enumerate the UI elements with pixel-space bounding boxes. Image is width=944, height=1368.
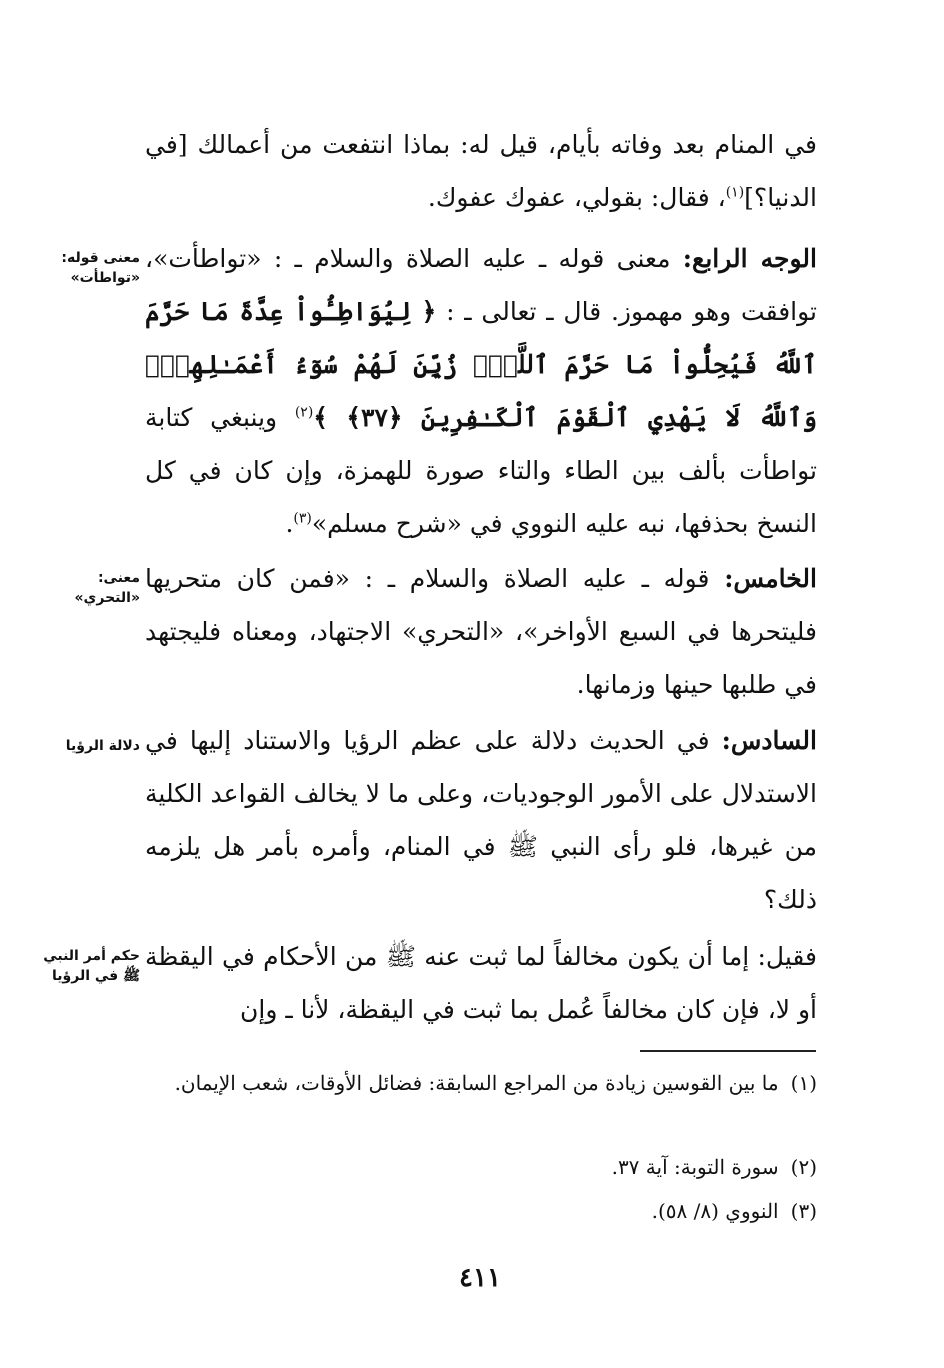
paragraph-text-part: معنى قوله ـ عليه الصلاة والسلام ـ : «تواطأت»، توافقت وهو مهموز. قال ـ تعالى ـ : <box>145 244 818 326</box>
margin-note-1: معنى قوله: «تواطأت» <box>61 250 140 286</box>
quran-verse: ﴿ لِيُوَاطِـُٔواْ عِدَّةَ مَا حَرَّمَ ٱللَّهُ فَيُحِلُّواْ مَا حَرَّمَ ٱللَّهُۚ زُيِّنَ لَهُمْ سُوٓءُ أَعْمَـٰلِهِمْۗ وَٱللَّهُ لَا يَهْدِي ٱلْقَوْمَ ٱلْكَـٰفِرِينَ ﴿٣٧﴾ ﴾ <box>145 297 817 432</box>
paragraph-text <box>145 552 817 711</box>
paragraph-3 <box>145 552 817 711</box>
footnote-3 <box>145 1194 817 1228</box>
footnote-ref: (٣) <box>293 510 312 527</box>
footnote-text: النووي (٨/ ٥٨). <box>651 1199 779 1223</box>
paragraph-2 <box>145 232 817 550</box>
margin-note-3: دلالة الرؤيا <box>65 738 140 754</box>
paragraph-text-part: ، فقال: بقولي، عفوك عفوك. <box>427 183 726 212</box>
paragraph-text-part: قوله ـ عليه الصلاة والسلام ـ : «فمن كان متحريها فليتحرها في السبع الأواخر»، «التحري» الاجتهاد، ومعناه فليجتهد في طلبها حينها وزمانها. <box>145 564 817 699</box>
section-heading: الخامس: <box>724 564 817 593</box>
margin-note-2: معنى: «التحري» <box>74 570 140 606</box>
footnote-number: (١) <box>790 1071 817 1095</box>
paragraph-text-part: في المنام بعد وفاته بأيام، قيل له: بماذا انتفعت من أعمالك [في الدنيا؟] <box>145 130 817 212</box>
paragraph-4 <box>145 714 817 926</box>
footnote-divider <box>640 1050 816 1052</box>
footnote-number: (٣) <box>790 1199 817 1223</box>
footnote-text: سورة التوبة: آية ٣٧. <box>611 1155 779 1179</box>
paragraph-text-part: . <box>285 509 294 538</box>
footnote-ref: (١) <box>725 184 745 201</box>
footnote-number: (٢) <box>790 1155 817 1179</box>
paragraph-text <box>145 118 817 224</box>
paragraph-text: فقيل: إما أن يكون مخالفاً لما ثبت عنه ﷺ من الأحكام في اليقظة أو لا، فإن كان مخالفاً عُمل بما ثبت في اليقظة، لأنا ـ وإن <box>145 942 817 1024</box>
paragraph-text-part: في الحديث دلالة على عظم الرؤيا والاستناد إليها في الاستدلال على الأمور الوجوديات، وعلى ما لا يخالف القواعد الكلية من غيرها، فلو رأى النبي ﷺ في المنام، وأمره بأمر هل يلزمه ذلك؟ <box>145 726 817 914</box>
footnote-ref: (٢) <box>294 404 314 421</box>
paragraph-5 <box>145 930 817 1036</box>
footnote-text: ما بين القوسين زيادة من المراجع السابقة: فضائل الأوقات، شعب الإيمان. <box>174 1071 779 1095</box>
paragraph-text <box>145 232 817 550</box>
margin-note-4: حكم أمر النبي ﷺ في الرؤيا <box>43 948 140 984</box>
section-heading: السادس: <box>721 726 817 755</box>
paragraph-text-part: وينبغي كتابة تواطأت بألف بين الطاء والتاء صورة للهمزة، وإن كان في كل النسخ بحذفها، نبه عليه النووي في «شرح مسلم» <box>145 403 817 538</box>
paragraph-1 <box>145 118 817 224</box>
footnote-2 <box>145 1150 817 1184</box>
section-heading: الوجه الرابع: <box>682 244 817 273</box>
footnote-1 <box>145 1066 817 1100</box>
page-number: ٤١١ <box>459 1263 501 1293</box>
paragraph-text <box>145 714 817 926</box>
